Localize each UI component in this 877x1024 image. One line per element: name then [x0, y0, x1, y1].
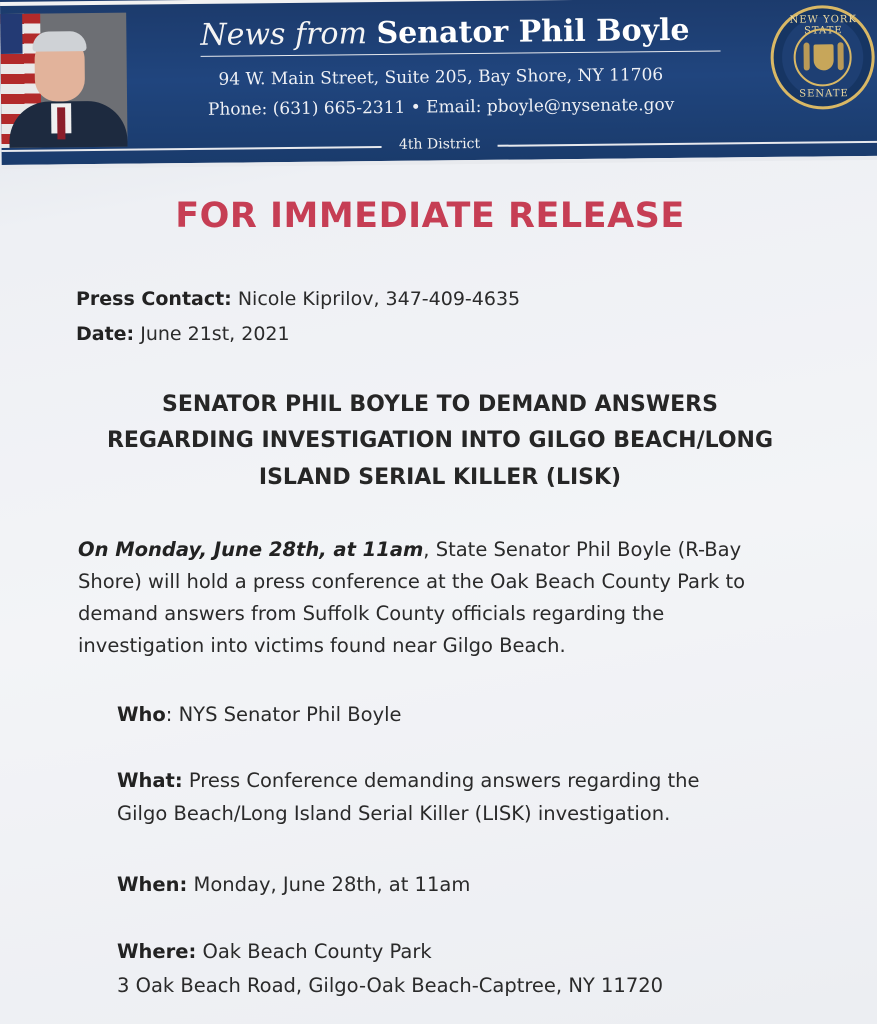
intro-line-1-rest: , State Senator Phil Boyle (R-Bay	[423, 538, 742, 561]
seal-bottom-text: SENATE	[799, 88, 849, 100]
letterhead-title	[200, 12, 720, 52]
date-value: June 21st, 2021	[140, 323, 290, 345]
press-contact-value: Nicole Kiprilov, 347-409-4635	[237, 288, 521, 310]
what-label: What:	[117, 769, 183, 792]
release-heading: FOR IMMEDIATE RELEASE	[175, 196, 685, 236]
intro-line-2: Shore) will hold a press conference at the Oak Beach County Park to	[78, 570, 746, 593]
what-value-1: Press Conference demanding answers regarding the	[182, 769, 700, 792]
district-row	[1, 133, 877, 158]
portrait-tie	[57, 107, 65, 139]
title-name: Senator Phil Boyle	[376, 12, 690, 52]
headline-line-1: SENATOR PHIL BOYLE TO DEMAND ANSWERS	[162, 392, 718, 417]
intro-line-1	[78, 538, 741, 561]
senator-portrait	[0, 13, 127, 148]
seal-figure-right	[837, 42, 843, 70]
seal-figure-left	[803, 43, 809, 71]
seal-shield	[814, 44, 834, 70]
banner-top-rule	[0, 0, 877, 6]
date-line	[76, 323, 290, 345]
what-line-2: Gilgo Beach/Long Island Serial Killer (LISK) investigation.	[117, 802, 671, 825]
title-prefix: News from	[200, 16, 368, 53]
headline-line-2: REGARDING INVESTIGATION INTO GILGO BEACH/LONG	[106, 428, 774, 453]
where-line-1	[117, 940, 432, 963]
when-label: When:	[117, 873, 188, 896]
press-contact-line	[76, 288, 520, 310]
where-value-1: Oak Beach County Park	[196, 940, 432, 963]
when-value: Monday, June 28th, at 11am	[187, 873, 471, 896]
who-label: Who	[117, 703, 166, 726]
flag-canton	[0, 14, 22, 54]
when-line	[117, 873, 470, 896]
district-rule-right	[498, 141, 877, 147]
state-senate-seal	[770, 5, 875, 110]
press-contact-label: Press Contact:	[76, 288, 232, 310]
where-line-2: 3 Oak Beach Road, Gilgo-Oak Beach-Captree, NY 11720	[117, 974, 664, 997]
seal-top-text: NEW YORK STATE	[789, 14, 857, 37]
district-rule-left	[2, 146, 382, 152]
headline-line-3: ISLAND SERIAL KILLER (LISK)	[258, 465, 622, 490]
portrait-hair	[32, 31, 86, 52]
date-label: Date:	[76, 323, 135, 345]
office-contact: Phone: (631) 665-2311 • Email: pboyle@nysenate.gov	[207, 94, 675, 120]
who-line	[117, 703, 402, 726]
letterhead-banner	[0, 0, 877, 169]
district-label: 4th District	[398, 135, 481, 153]
who-value: : NYS Senator Phil Boyle	[165, 703, 402, 726]
intro-line-4: investigation into victims found near Gilgo Beach.	[78, 634, 566, 657]
intro-line-3: demand answers from Suffolk County officials regarding the	[78, 602, 665, 625]
intro-lead: On Monday, June 28th, at 11am	[78, 538, 424, 561]
where-label: Where:	[117, 940, 197, 963]
what-line-1	[117, 769, 700, 792]
office-address: 94 W. Main Street, Suite 205, Bay Shore, NY 11706	[218, 65, 664, 90]
